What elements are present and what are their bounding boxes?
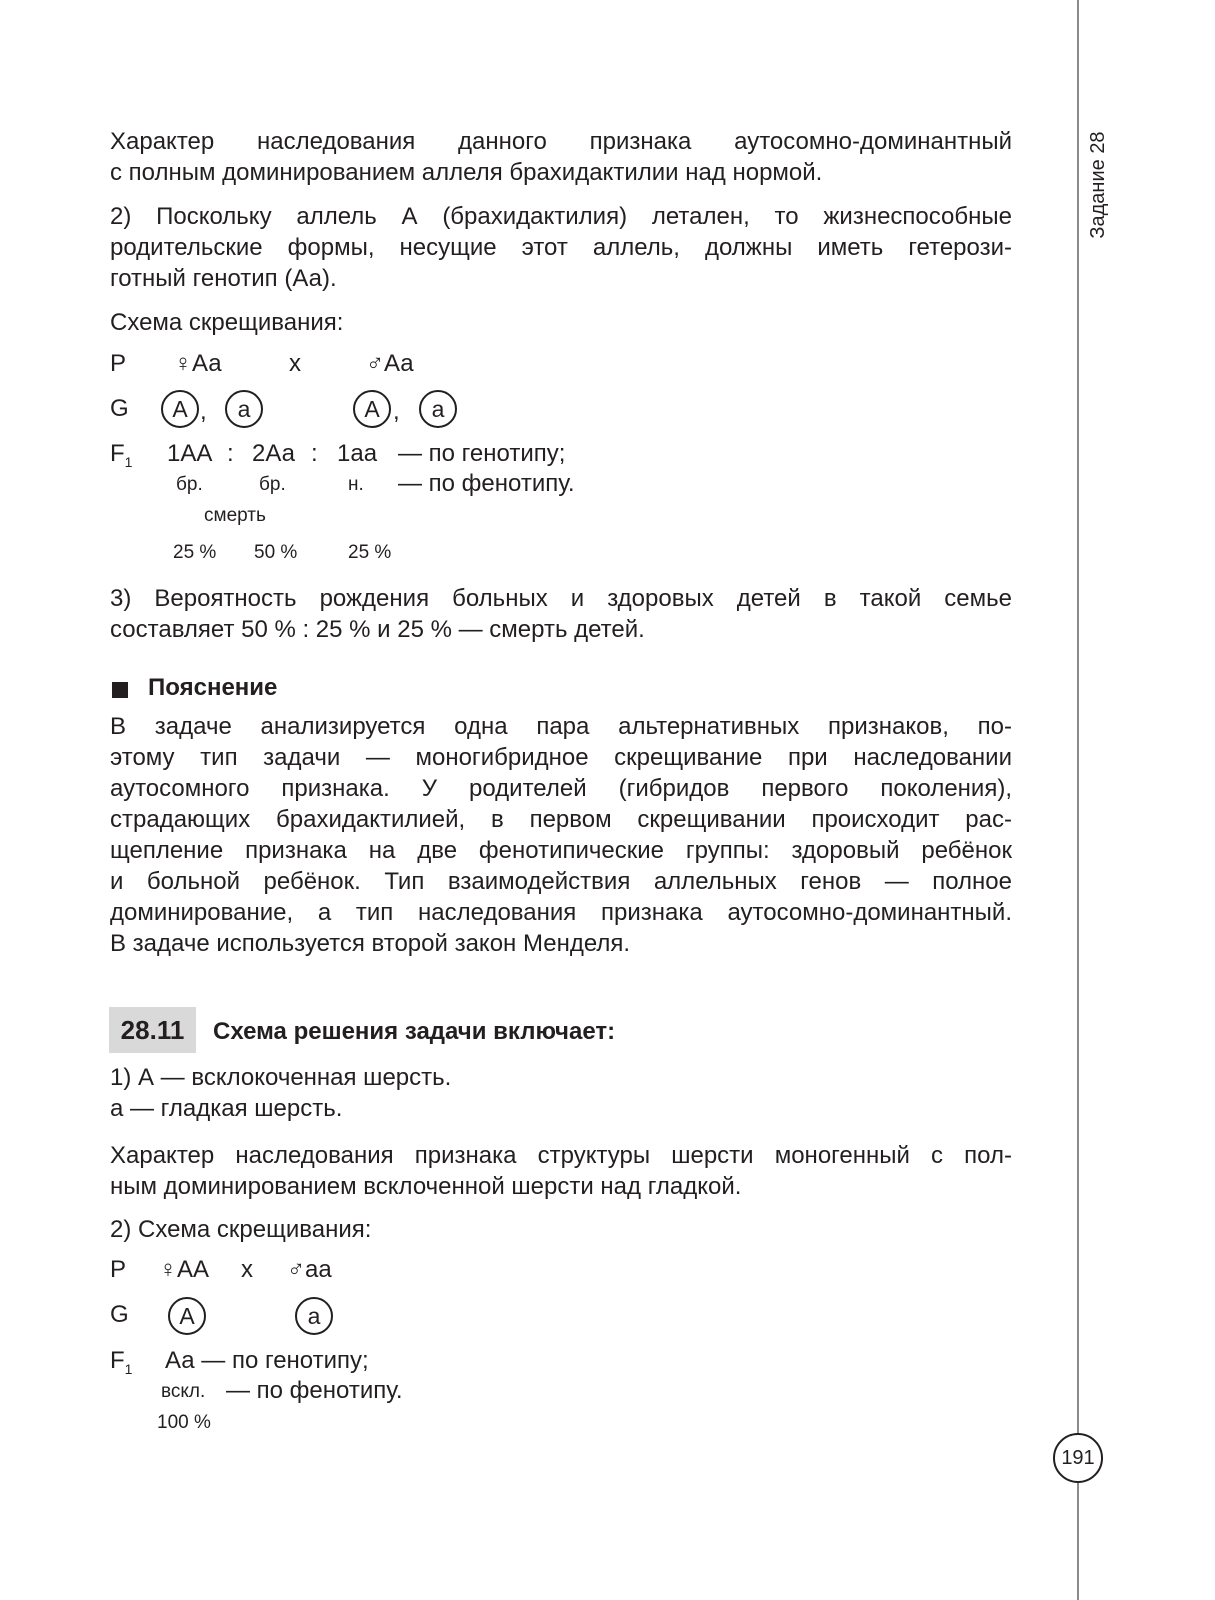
percent-value: 50 % xyxy=(254,542,298,563)
f1-label xyxy=(110,440,132,470)
male-parent: ♂Аа xyxy=(366,350,414,377)
text-line: готный генотип (Аа). xyxy=(110,265,337,292)
text-line: щепление признака на две фенотипические группы: здоровый ребёнок xyxy=(110,837,1012,864)
text-line: страдающих брахидактилией, в первом скрещивании происходит рас- xyxy=(110,806,1012,833)
phenotype-label: бр. xyxy=(176,474,203,495)
scheme-title: Схема скрещивания: xyxy=(110,309,344,336)
text-line: В задаче используется второй закон Менделя. xyxy=(110,930,631,957)
genotype-heterozygote: 2Аа xyxy=(252,440,295,467)
gamete-circle: а xyxy=(225,390,263,428)
cross-sign: х xyxy=(241,1256,253,1283)
text-line: родительские формы, несущие этот аллель, должны иметь гетерози- xyxy=(110,234,1012,261)
gamete-comma: , xyxy=(200,398,207,425)
male-parent: ♂аа xyxy=(287,1256,332,1283)
f-label-letter: F xyxy=(110,440,125,467)
phenotype-abbr: вскл. xyxy=(161,1381,206,1402)
genotype-recessive: 1аа xyxy=(337,440,378,467)
gametes-label: G xyxy=(110,1301,129,1328)
ratio-colon: : xyxy=(227,440,234,467)
percent-value: 25 % xyxy=(173,542,217,563)
paragraph-inheritance-character xyxy=(110,126,1012,188)
female-parent: ♀Аа xyxy=(174,350,222,377)
paragraph-probability xyxy=(110,583,1012,645)
text-line: Характер наследования признака структуры шерсти моногенный с пол- xyxy=(110,1142,1012,1169)
text-line: 2) Поскольку аллель А (брахидактилия) летален, то жизнеспособные xyxy=(110,203,1012,230)
text-line: 3) Вероятность рождения больных и здоровых детей в такой семье xyxy=(110,585,1012,612)
text-line: и больной ребёнок. Тип взаимодействия аллельных генов — полное xyxy=(110,868,1012,895)
gamete-circle: а xyxy=(419,390,457,428)
allele-recessive-line: а — гладкая шерсть. xyxy=(110,1095,343,1122)
f-label-sub: 1 xyxy=(124,453,133,470)
explanation-heading: Пояснение xyxy=(148,674,278,701)
gamete-circle: а xyxy=(295,1297,333,1335)
paragraph-coat-inheritance xyxy=(110,1140,1012,1202)
text-line: Характер наследования данного признака аутосомно-доминантный xyxy=(110,128,1012,155)
text-line: аутосомного признака. У родителей (гибридов первого поколения), xyxy=(110,775,1012,802)
female-parent: ♀АА xyxy=(159,1256,210,1283)
text-line: ным доминированием всклоченной шерсти над гладкой. xyxy=(110,1173,742,1200)
cross-sign: х xyxy=(289,350,301,377)
text-line: доминирование, а тип наследования признака аутосомно-доминантный. xyxy=(110,899,1012,926)
scheme-title: 2) Схема скрещивания: xyxy=(110,1216,372,1243)
text-line: В задаче анализируется одна пара альтернативных признаков, по- xyxy=(110,713,1012,740)
text-line: этому тип задачи — моногибридное скрещивание при наследовании xyxy=(110,744,1012,771)
allele-dominant-line: 1) А — всклокоченная шерсть. xyxy=(110,1064,452,1091)
section-label: Задание 28 xyxy=(1087,131,1109,239)
paragraph-lethal-allele xyxy=(110,201,1012,294)
page-number: 191 xyxy=(1053,1433,1103,1483)
gamete-comma: , xyxy=(393,398,400,425)
text-line: составляет 50 % : 25 % и 25 % — смерть детей. xyxy=(110,616,645,643)
gametes-label: G xyxy=(110,395,129,422)
task-number-badge: 28.11 xyxy=(109,1007,196,1053)
phenotype-label: н. xyxy=(348,474,364,495)
f-label-letter: F xyxy=(110,1347,125,1374)
f-label-sub: 1 xyxy=(124,1360,133,1377)
text-line: с полным доминированием аллеля брахидактилии над нормой. xyxy=(110,159,823,186)
gamete-circle: А xyxy=(168,1297,206,1335)
genotype-caption: — по генотипу; xyxy=(398,440,566,467)
task-title: Схема решения задачи включает: xyxy=(213,1018,616,1045)
percent-value: 25 % xyxy=(348,542,392,563)
gamete-circle: А xyxy=(161,390,199,428)
phenotype-caption: — по фенотипу. xyxy=(398,470,575,497)
parents-label: P xyxy=(110,1256,127,1283)
margin-rule xyxy=(1077,0,1079,1600)
bullet-square xyxy=(112,682,128,698)
paragraph-explanation xyxy=(110,711,1012,959)
percent-value: 100 % xyxy=(157,1412,211,1433)
gamete-circle: А xyxy=(353,390,391,428)
f1-label xyxy=(110,1347,132,1377)
genotype-result: Аа — по генотипу; xyxy=(165,1347,369,1374)
phenotype-label: бр. xyxy=(259,474,286,495)
death-note: смерть xyxy=(204,505,266,526)
ratio-colon: : xyxy=(311,440,318,467)
genotype-aa-dominant: 1АА xyxy=(167,440,213,467)
parents-label: P xyxy=(110,350,127,377)
phenotype-caption: — по фенотипу. xyxy=(226,1377,403,1404)
